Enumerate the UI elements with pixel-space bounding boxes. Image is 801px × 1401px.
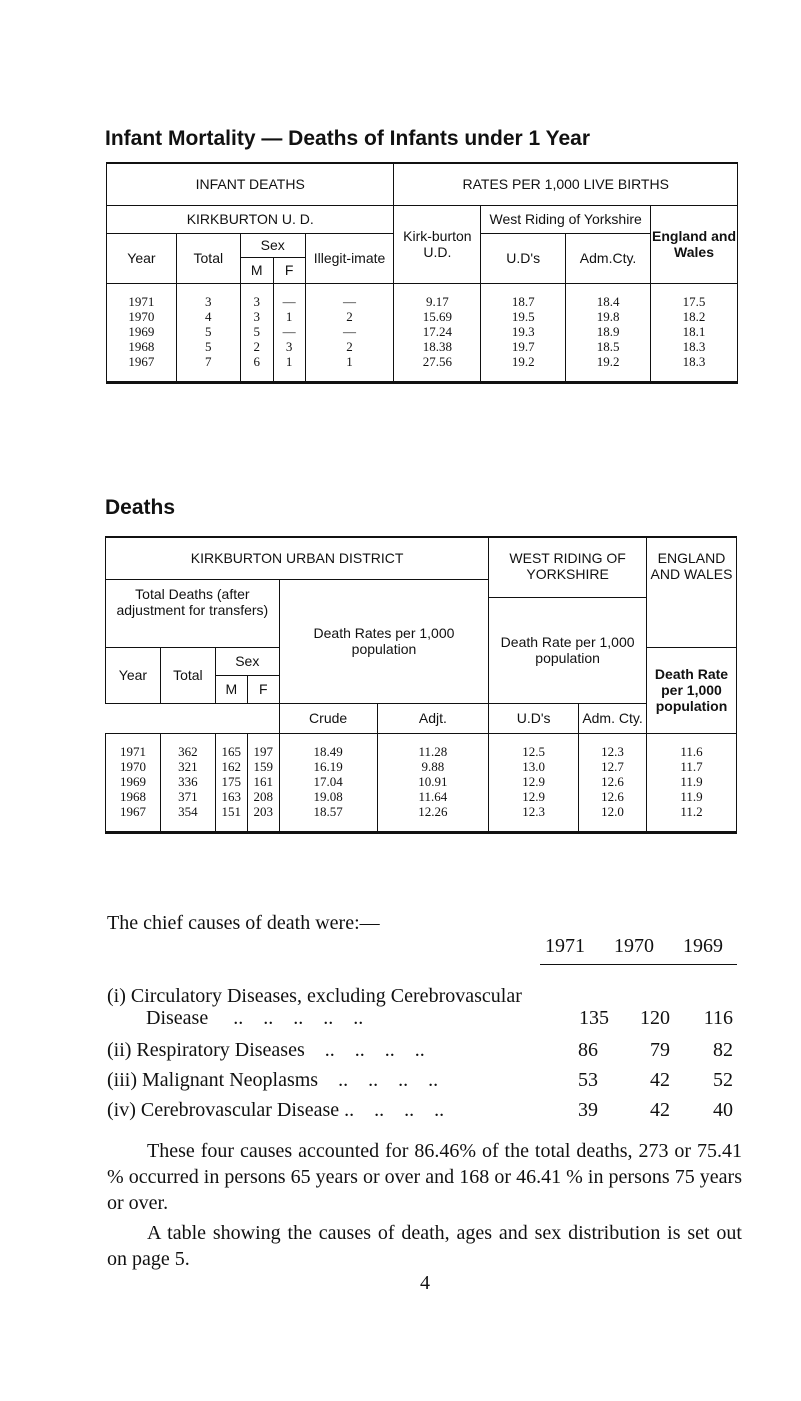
table-row (106, 789, 737, 804)
spacer (106, 703, 280, 733)
cell-uds: 19.2 (481, 354, 566, 383)
female-header: F (273, 257, 305, 283)
cell-f: — (273, 283, 305, 309)
year-1971: 1971 (545, 935, 585, 957)
cell-total: 7 (176, 354, 240, 383)
cell-year: 1967 (107, 354, 177, 383)
cause-value-1971: 53 (578, 1069, 598, 1091)
deaths-table (105, 536, 737, 834)
causes-year-header (535, 935, 735, 958)
cell-england: 18.1 (651, 324, 738, 339)
cell-crude: 19.08 (279, 789, 377, 804)
cell-england: 18.3 (651, 339, 738, 354)
adjt-header: Adjt. (377, 703, 489, 733)
cell-adjt: 11.28 (377, 733, 489, 759)
cell-uds: 12.5 (489, 733, 579, 759)
causes-list (107, 985, 747, 1121)
year-header: Year (106, 647, 161, 703)
kirkburton-district-header: KIRKBURTON URBAN DISTRICT (106, 537, 489, 579)
cell-f: 1 (273, 354, 305, 383)
cell-illegit: 2 (305, 309, 394, 324)
cell-total: 321 (160, 759, 215, 774)
uds-header: U.D's (489, 703, 579, 733)
cell-england: 17.5 (651, 283, 738, 309)
cell-kirkburton: 17.24 (394, 324, 481, 339)
cell-year: 1970 (106, 759, 161, 774)
cell-year: 1970 (107, 309, 177, 324)
cell-illegit: 1 (305, 354, 394, 383)
england-wales-header: ENGLAND AND WALES (646, 537, 736, 647)
cause-value-1969: 116 (703, 1007, 733, 1029)
table-row (106, 804, 737, 833)
cell-f: 197 (247, 733, 279, 759)
total-header: Total (160, 647, 215, 703)
cell-adm: 12.0 (579, 804, 647, 833)
west-riding-header: WEST RIDING OF YORKSHIRE (489, 537, 647, 597)
table-row (107, 283, 738, 309)
cause-value-1971: 86 (578, 1039, 598, 1061)
cell-f: 159 (247, 759, 279, 774)
ew-rate-header: Death Rate per 1,000 population (646, 647, 736, 733)
cell-year: 1968 (107, 339, 177, 354)
cell-adm: 18.5 (566, 339, 651, 354)
cell-adm: 19.2 (566, 354, 651, 383)
cell-year: 1971 (107, 283, 177, 309)
cause-value-1970: 42 (650, 1069, 670, 1091)
cell-england: 11.2 (646, 804, 736, 833)
cause-label: (ii) Respiratory Diseases .. .. .. .. (107, 1039, 425, 1061)
cell-total: 3 (176, 283, 240, 309)
table-row (107, 339, 738, 354)
cell-adm: 12.6 (579, 789, 647, 804)
illegitimate-header: Illegit-imate (305, 233, 394, 283)
cell-year: 1969 (106, 774, 161, 789)
total-deaths-header: Total Deaths (after adjustment for transfers) (106, 579, 280, 647)
cell-england: 18.2 (651, 309, 738, 324)
cell-adm: 12.6 (579, 774, 647, 789)
cell-m: 151 (215, 804, 247, 833)
cell-total: 362 (160, 733, 215, 759)
cell-m: 165 (215, 733, 247, 759)
cell-m: 3 (240, 309, 273, 324)
table-row (106, 759, 737, 774)
cell-adm: 18.4 (566, 283, 651, 309)
cell-adjt: 12.26 (377, 804, 489, 833)
cell-kirkburton: 15.69 (394, 309, 481, 324)
cell-uds: 12.9 (489, 789, 579, 804)
sex-header: Sex (215, 647, 279, 675)
cell-england: 11.7 (646, 759, 736, 774)
cell-total: 354 (160, 804, 215, 833)
cell-f: 161 (247, 774, 279, 789)
cell-m: 5 (240, 324, 273, 339)
cause-item (107, 1099, 747, 1125)
england-wales-header: England and Wales (651, 205, 738, 283)
cell-year: 1968 (106, 789, 161, 804)
infant-deaths-header: INFANT DEATHS (107, 163, 394, 205)
death-rates-header: Death Rates per 1,000 population (279, 579, 489, 703)
table-reference-paragraph: A table showing the causes of death, ages and sex distribution is set out on page 5. (107, 1222, 742, 1270)
cell-adm: 12.3 (579, 733, 647, 759)
female-header: F (247, 675, 279, 703)
kirkburton-rate-header: Kirk-burton U.D. (394, 205, 481, 283)
cause-label: (iv) Cerebrovascular Disease .. .. .. .. (107, 1099, 445, 1121)
causes-rule (540, 964, 737, 965)
causes-intro: The chief causes of death were:— (107, 912, 380, 934)
cell-total: 336 (160, 774, 215, 789)
cell-illegit: — (305, 324, 394, 339)
crude-header: Crude (279, 703, 377, 733)
uds-header: U.D's (481, 233, 566, 283)
table-row (107, 309, 738, 324)
cell-england: 11.6 (646, 733, 736, 759)
death-rate-per-header: Death Rate per 1,000 population (489, 597, 647, 703)
cause-value-1969: 52 (713, 1069, 733, 1091)
cell-uds: 12.9 (489, 774, 579, 789)
cause-value-1969: 40 (713, 1099, 733, 1121)
cell-kirkburton: 18.38 (394, 339, 481, 354)
cell-illegit: 2 (305, 339, 394, 354)
west-riding-header: West Riding of Yorkshire (481, 205, 651, 233)
rates-header: RATES PER 1,000 LIVE BIRTHS (394, 163, 738, 205)
cell-england: 11.9 (646, 774, 736, 789)
cause-value-1971: 135 (579, 1007, 609, 1029)
deaths-title: Deaths (105, 496, 176, 519)
cell-f: 1 (273, 309, 305, 324)
male-header: M (240, 257, 273, 283)
infant-mortality-title: Infant Mortality — Deaths of Infants under 1 Year (105, 127, 591, 150)
cell-m: 2 (240, 339, 273, 354)
cause-label: (iii) Malignant Neoplasms .. .. .. .. (107, 1069, 439, 1091)
kirkburton-ud-header: KIRKBURTON U. D. (107, 205, 394, 233)
cause-value-1969: 82 (713, 1039, 733, 1061)
summary-paragraph: These four causes accounted for 86.46% of the total deaths, 273 or 75.41 % occurred in persons 65 years or over and 168 or 46.41 % in persons 75 years or over. (107, 1140, 742, 1214)
cause-value-1970: 42 (650, 1099, 670, 1121)
page-number: 4 (420, 1272, 430, 1294)
adm-cty-header: Adm.Cty. (566, 233, 651, 283)
cell-adm: 18.9 (566, 324, 651, 339)
cell-uds: 18.7 (481, 283, 566, 309)
cell-total: 5 (176, 324, 240, 339)
cause-value-1970: 79 (650, 1039, 670, 1061)
cause-value-1971: 39 (578, 1099, 598, 1121)
table-row (106, 733, 737, 759)
cause-label: Disease .. .. .. .. .. (146, 1007, 364, 1029)
cell-adjt: 9.88 (377, 759, 489, 774)
male-header: M (215, 675, 247, 703)
cell-m: 3 (240, 283, 273, 309)
cell-year: 1969 (107, 324, 177, 339)
cell-crude: 18.57 (279, 804, 377, 833)
cell-crude: 18.49 (279, 733, 377, 759)
cell-crude: 17.04 (279, 774, 377, 789)
cell-m: 6 (240, 354, 273, 383)
cell-total: 4 (176, 309, 240, 324)
cell-crude: 16.19 (279, 759, 377, 774)
cell-illegit: — (305, 283, 394, 309)
table-row (107, 354, 738, 383)
cell-england: 18.3 (651, 354, 738, 383)
cell-kirkburton: 27.56 (394, 354, 481, 383)
cell-m: 162 (215, 759, 247, 774)
year-header: Year (107, 233, 177, 283)
cell-total: 371 (160, 789, 215, 804)
cell-adjt: 11.64 (377, 789, 489, 804)
cause-item (107, 1069, 747, 1095)
cell-f: — (273, 324, 305, 339)
infant-mortality-table (106, 162, 738, 384)
cell-uds: 12.3 (489, 804, 579, 833)
cell-adm: 19.8 (566, 309, 651, 324)
cell-kirkburton: 9.17 (394, 283, 481, 309)
cause-value-1970: 120 (640, 1007, 670, 1029)
sex-header: Sex (240, 233, 305, 257)
table-row (107, 324, 738, 339)
cell-f: 208 (247, 789, 279, 804)
adm-cty-header: Adm. Cty. (579, 703, 647, 733)
cell-f: 203 (247, 804, 279, 833)
cause-item (107, 1007, 747, 1033)
cell-year: 1967 (106, 804, 161, 833)
cell-total: 5 (176, 339, 240, 354)
cell-uds: 19.3 (481, 324, 566, 339)
cell-uds: 19.5 (481, 309, 566, 324)
cell-uds: 13.0 (489, 759, 579, 774)
table-row (106, 774, 737, 789)
year-1969: 1969 (683, 935, 723, 957)
cell-m: 163 (215, 789, 247, 804)
cell-adm: 12.7 (579, 759, 647, 774)
cell-uds: 19.7 (481, 339, 566, 354)
year-1970: 1970 (614, 935, 654, 957)
cause-label-line1: (i) Circulatory Diseases, excluding Cerebrovascular (107, 985, 522, 1007)
total-header: Total (176, 233, 240, 283)
cell-m: 175 (215, 774, 247, 789)
cell-england: 11.9 (646, 789, 736, 804)
cause-item (107, 1039, 747, 1065)
cell-f: 3 (273, 339, 305, 354)
cell-year: 1971 (106, 733, 161, 759)
cell-adjt: 10.91 (377, 774, 489, 789)
